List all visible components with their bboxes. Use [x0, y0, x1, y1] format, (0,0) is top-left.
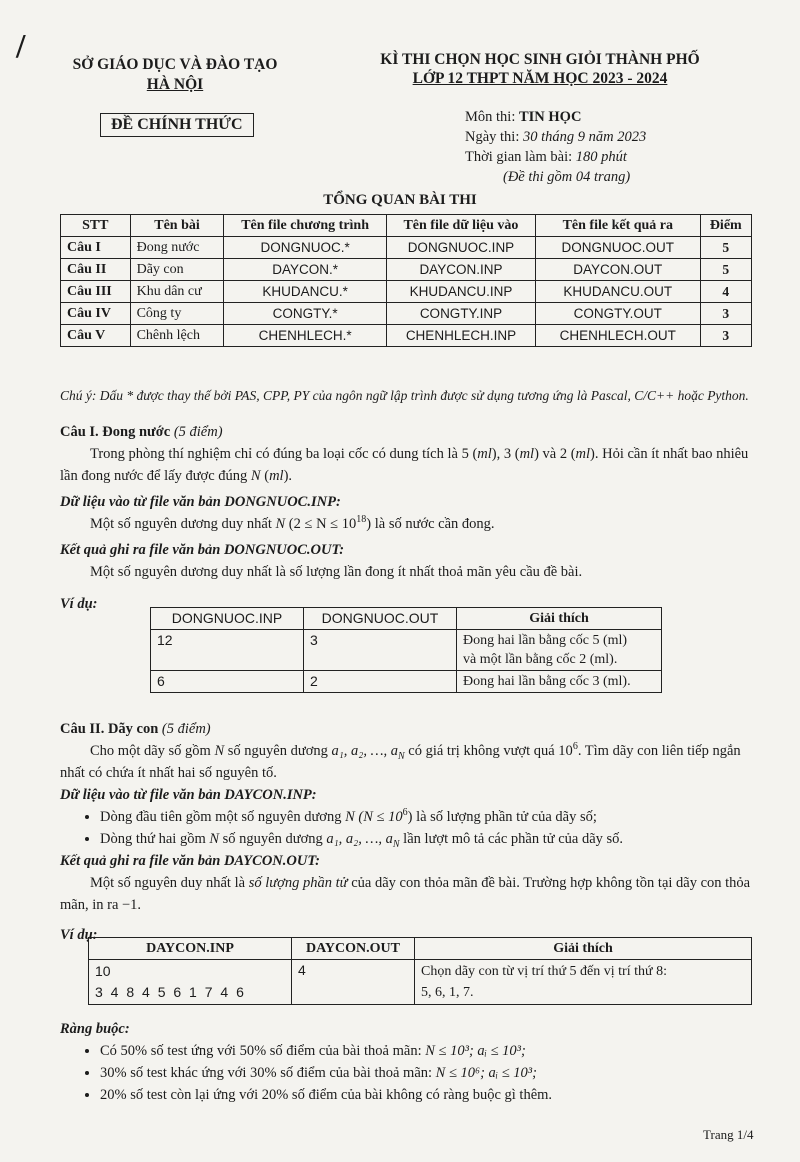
q2-constraints-list — [60, 1040, 760, 1106]
q1-ex2-out: 2 — [304, 671, 457, 693]
q1-ex1-inp: 12 — [151, 630, 304, 671]
exam-grade-year: LỚP 12 THPT NĂM HỌC 2023 - 2024 — [412, 70, 668, 87]
q2-example-label: Ví dụ: — [60, 927, 98, 943]
q2-col-out: DAYCON.OUT — [292, 938, 415, 960]
table-cell: Câu V — [61, 325, 131, 347]
table-cell: Công ty — [130, 303, 224, 325]
q1-example-table — [150, 607, 662, 693]
col-program-file: Tên file chương trình — [224, 215, 386, 237]
question-1 — [60, 421, 760, 615]
col-input-file: Tên file dữ liệu vào — [386, 215, 535, 237]
department-name: SỞ GIÁO DỤC VÀ ĐÀO TẠO — [72, 56, 278, 73]
table-row — [61, 259, 752, 281]
margin-mark: / — [16, 28, 26, 65]
city-name: HÀ NỘI — [146, 76, 204, 93]
table-row — [151, 671, 662, 693]
table-cell: DAYCON.* — [224, 259, 386, 281]
table-cell: DAYCON.INP — [386, 259, 535, 281]
table-cell: KHUDANCU.* — [224, 281, 386, 303]
pages-note: (Đề thi gồm 04 trang) — [503, 169, 631, 185]
q2-ex-out: 4 — [292, 960, 415, 1005]
q2-heading — [60, 718, 760, 740]
table-cell: 5 — [700, 259, 751, 281]
subject-value: TIN HỌC — [518, 109, 582, 125]
table-row — [61, 281, 752, 303]
q1-ex1-explain: Đong hai lần bằng cốc 5 (ml) và một lần bằng cốc 2 (ml). — [457, 630, 662, 671]
q2-constraints — [60, 1018, 760, 1106]
table-cell: CONGTY.* — [224, 303, 386, 325]
q2-ex-explain: Chọn dãy con từ vị trí thứ 5 đến vị trí thứ 8: 5, 6, 1, 7. — [415, 960, 752, 1005]
subject-line — [465, 107, 646, 127]
q1-output-heading: Kết quả ghi ra file văn bản DONGNUOC.OUT: — [60, 542, 345, 558]
q1-points: (5 điểm) — [173, 424, 223, 440]
q1-input-heading: Dữ liệu vào từ file văn bản DONGNUOC.INP: — [60, 494, 341, 510]
page-number: Trang 1/4 — [703, 1127, 754, 1142]
duration-line — [465, 147, 646, 167]
q1-title: Câu I. Đong nước — [60, 424, 171, 440]
q1-example-label: Ví dụ: — [60, 596, 98, 612]
header-left — [70, 55, 280, 95]
subject-label: Môn thi: — [465, 109, 519, 125]
col-output-file: Tên file kết quả ra — [536, 215, 700, 237]
overview-table — [60, 214, 752, 347]
duration-label: Thời gian làm bài: — [465, 149, 576, 165]
table-cell: KHUDANCU.OUT — [536, 281, 700, 303]
q1-col-explain: Giải thích — [457, 608, 662, 630]
header-right — [370, 50, 710, 88]
overview-title: TỔNG QUAN BÀI THI — [323, 192, 477, 208]
q2-example-header — [89, 938, 752, 960]
table-row — [61, 325, 752, 347]
list-item: • 30% số test khác ứng với 30% số điểm của bài thoả mãn: N ≤ 10⁶; aᵢ ≤ 10³; — [100, 1062, 760, 1084]
list-item: • Dòng thứ hai gồm N số nguyên dương a₁, a₂, …, $a_N$ lần lượt mô tả các phần tử của dãy số. — [100, 828, 760, 850]
table-cell: Câu III — [61, 281, 131, 303]
table-row — [61, 303, 752, 325]
exam-title: KÌ THI CHỌN HỌC SINH GIỎI THÀNH PHỐ — [380, 51, 700, 68]
q1-example-header — [151, 608, 662, 630]
question-2 — [60, 718, 760, 946]
table-row — [61, 237, 752, 259]
col-name: Tên bài — [130, 215, 224, 237]
q2-points: (5 điểm) — [161, 721, 211, 737]
list-item: • Có 50% số test ứng với 50% số điểm của bài thoả mãn: N ≤ 10³; aᵢ ≤ 10³; — [100, 1040, 760, 1062]
table-cell: Khu dân cư — [130, 281, 224, 303]
q1-ex1-out: 3 — [304, 630, 457, 671]
list-item: • 20% số test còn lại ứng với 20% số điểm của bài không có ràng buộc gì thêm. — [100, 1084, 760, 1106]
q2-output-desc: Một số nguyên duy nhất là số lượng phần tử của dãy con thỏa mãn đề bài. Trường hợp không tồn tại dãy con thỏa mãn, in ra −1. — [60, 875, 751, 913]
official-exam-box: ĐỀ CHÍNH THỨC — [100, 113, 254, 137]
q1-input-desc: Một số nguyên dương duy nhất N $(2 \le N \le 10^{18})$ là số nước cần đong. — [90, 514, 495, 532]
q2-output-heading: Kết quả ghi ra file văn bản DAYCON.OUT: — [60, 853, 320, 869]
table-cell: 4 — [700, 281, 751, 303]
q2-constraints-label: Ràng buộc: — [60, 1021, 130, 1037]
q1-ex2-explain: Đong hai lần bằng cốc 3 (ml). — [457, 671, 662, 693]
table-cell: CHENHLECH.INP — [386, 325, 535, 347]
table-cell: KHUDANCU.INP — [386, 281, 535, 303]
q2-statement: Cho một dãy số gồm N số nguyên dương a₁, a₂, …, $a_N$ có giá trị không vượt quá $10^6$. Tìm dãy con liên tiếp ngắn nhất có chứa ít nhất hai số nguyên tố. — [60, 741, 741, 781]
q2-example-table — [88, 937, 752, 1005]
table-cell: 5 — [700, 237, 751, 259]
table-cell: Câu IV — [61, 303, 131, 325]
q2-col-inp: DAYCON.INP — [89, 938, 292, 960]
q1-output-desc: Một số nguyên dương duy nhất là số lượng lần đong ít nhất thoả mãn yêu cầu đề bài. — [90, 564, 583, 580]
exam-info — [465, 107, 646, 187]
q2-input-list — [60, 806, 760, 850]
overview-header-row — [61, 215, 752, 237]
duration-value: 180 phút — [575, 149, 627, 165]
q1-col-inp: DONGNUOC.INP — [151, 608, 304, 630]
table-row — [89, 960, 752, 1005]
language-note: Chú ý: Dấu * được thay thế bởi PAS, CPP, PY của ngôn ngữ lập trình được sử dụng tương ứng là Pascal, C/C++ hoặc Python. — [60, 388, 749, 403]
list-item: • Dòng đầu tiên gồm một số nguyên dương N $(N \le 10^6)$ là số lượng phần tử của dãy số; — [100, 806, 760, 828]
table-cell: 3 — [700, 303, 751, 325]
table-cell: CHENHLECH.OUT — [536, 325, 700, 347]
table-cell: 3 — [700, 325, 751, 347]
table-cell: CONGTY.INP — [386, 303, 535, 325]
table-cell: DONGNUOC.INP — [386, 237, 535, 259]
q1-heading — [60, 421, 760, 443]
table-cell: Chênh lệch — [130, 325, 224, 347]
table-cell: CHENHLECH.* — [224, 325, 386, 347]
q2-col-explain: Giải thích — [415, 938, 752, 960]
date-value: 30 tháng 9 năm 2023 — [523, 129, 647, 145]
table-cell: CONGTY.OUT — [536, 303, 700, 325]
date-label: Ngày thi: — [465, 129, 523, 145]
table-cell: Đong nước — [130, 237, 224, 259]
q2-input-heading: Dữ liệu vào từ file văn bản DAYCON.INP: — [60, 787, 317, 803]
q1-col-out: DONGNUOC.OUT — [304, 608, 457, 630]
col-stt: STT — [61, 215, 131, 237]
table-row — [151, 630, 662, 671]
q2-ex-inp: 10 3 4 8 4 5 6 1 7 4 6 — [89, 960, 292, 1005]
col-score: Điểm — [700, 215, 751, 237]
table-cell: Dãy con — [130, 259, 224, 281]
table-cell: Câu II — [61, 259, 131, 281]
table-cell: DONGNUOC.OUT — [536, 237, 700, 259]
q1-ex2-inp: 6 — [151, 671, 304, 693]
table-cell: DAYCON.OUT — [536, 259, 700, 281]
q1-statement: Trong phòng thí nghiệm chỉ có đúng ba loại cốc có dung tích là 5 (ml), 3 (ml) và 2 (ml). Hỏi cần ít nhất bao nhiêu lần đong nước để lấy được đúng N (ml). — [60, 446, 749, 484]
date-line — [465, 127, 646, 147]
table-cell: Câu I — [61, 237, 131, 259]
q2-title: Câu II. Dãy con — [60, 721, 159, 737]
table-cell: DONGNUOC.* — [224, 237, 386, 259]
